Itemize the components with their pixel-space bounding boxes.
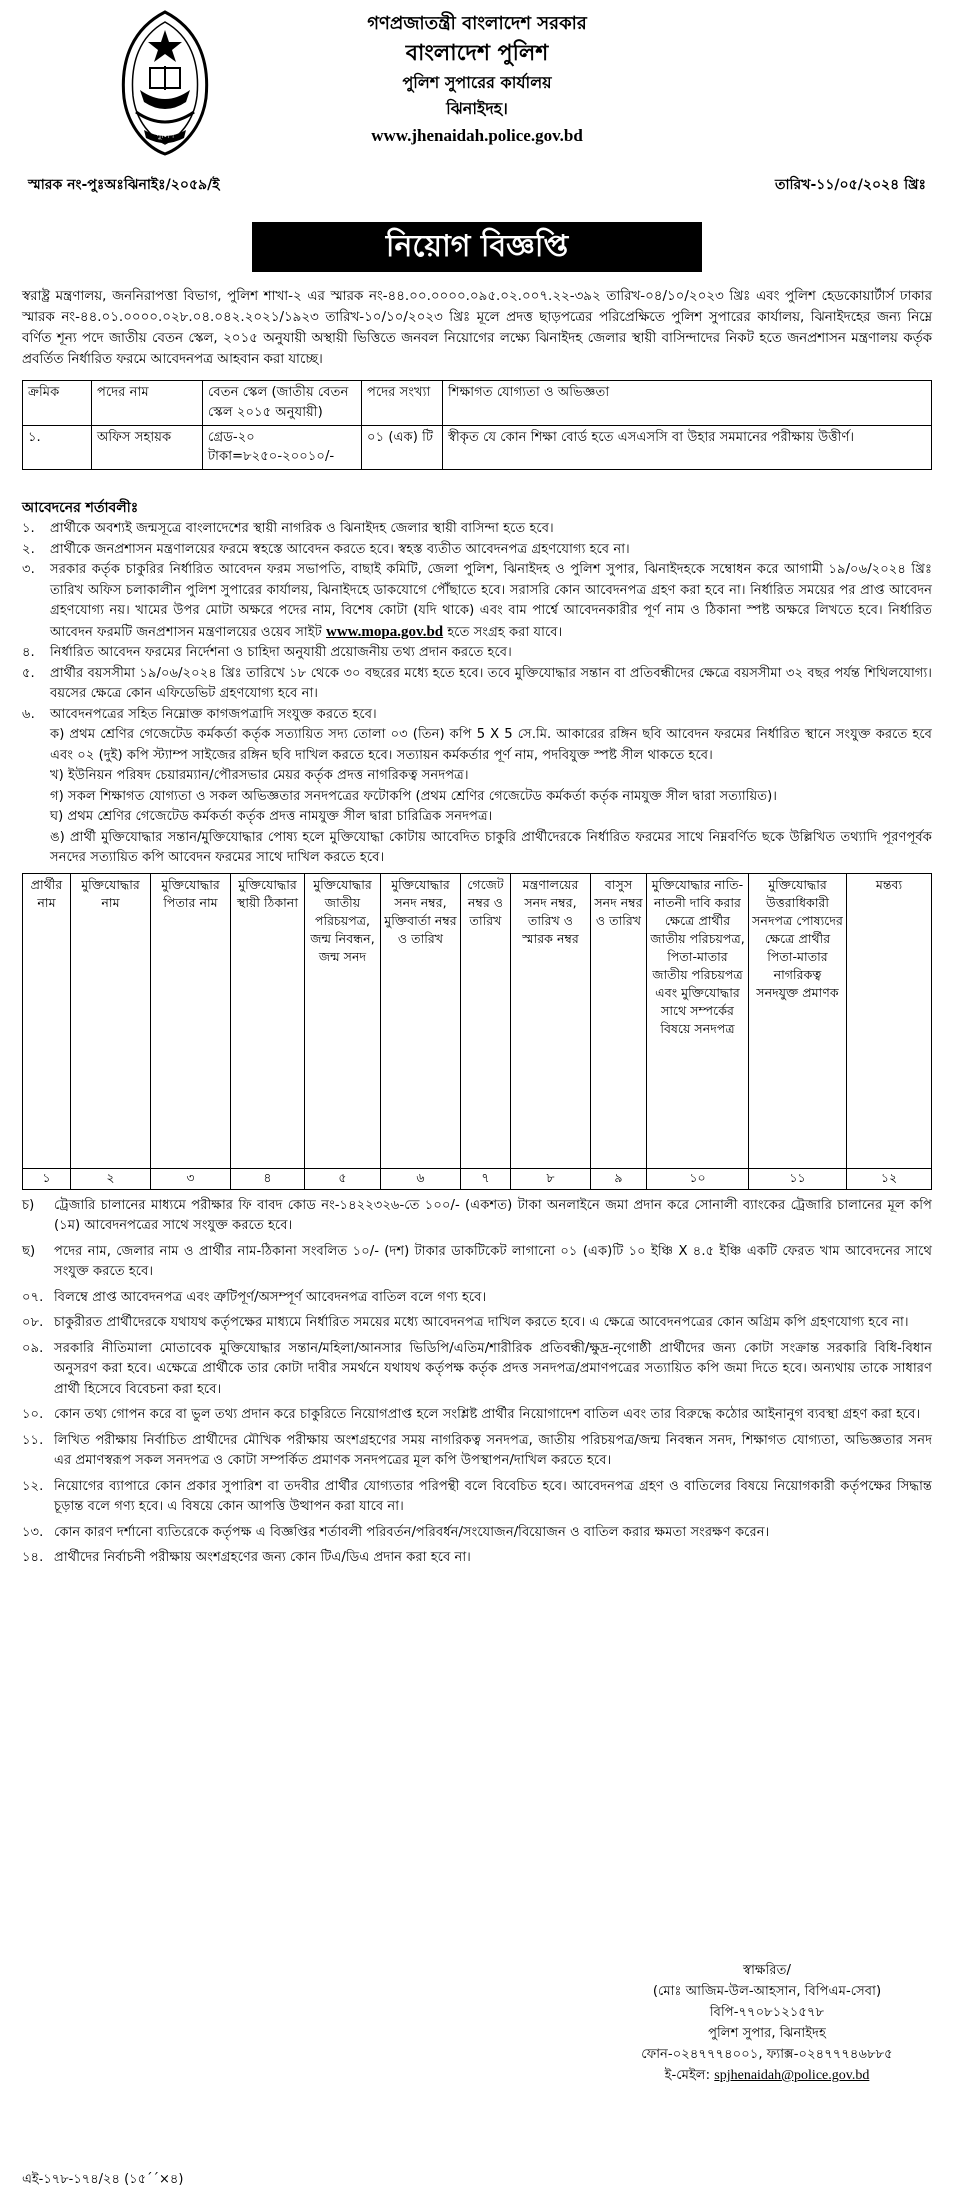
svg-text:পুলিশ: পুলিশ (155, 131, 175, 140)
further-conditions (22, 1196, 932, 1569)
ff-table-header (23, 873, 932, 1168)
sub-item: ঙ) প্রার্থী মুক্তিযোদ্ধার সন্তান/মুক্তিযোদ্ধার পোষ্য হলে মুক্তিযোদ্ধা কোটায় আবেদিত চাকুরি প্রার্থীদেরকে নির্ধারিত ফরমের সাথে নিম্নবর্ণিত ছকে উল্লিখিত তথ্যাদি পূরণপূর্বক সনদের সত্যায়িত কপি আবেদন ফরমের সাথে দাখিল করতে হবে। (50, 829, 932, 866)
email-link[interactable]: spjhenaidah@police.gov.bd (714, 2068, 870, 2083)
notice-date: তারিখ-১১/০৫/২০২৪ খ্রিঃ (774, 177, 926, 193)
list-item: ৪. নির্ধারিত আবেদন ফরমের নির্দেশনা ও চাহিদা অনুযায়ী প্রয়োজনীয় তথ্য প্রদান করতে হবে। (22, 645, 512, 661)
ff-col: মন্তব্য (847, 873, 932, 1168)
gov-name: গণপ্রজাতন্ত্রী বাংলাদেশ সরকার (367, 13, 587, 34)
signatory-bp: বিপি-৭৭০৮১২১৫৭৮ (709, 2005, 825, 2020)
website-link[interactable]: www.jhenaidah.police.gov.bd (371, 126, 583, 145)
col-serial: ক্রমিক (23, 381, 92, 426)
list-item: ১০. কোন তথ্য গোপন করে বা ভুল তথ্য প্রদান করে চাকুরিতে নিয়োগপ্রাপ্ত হলে সংশ্লিষ্ট প্রার্থীর নিয়োগাদেশ বাতিল এবং তার বিরুদ্ধে কঠোর আইনানুগ ব্যবস্থা গ্রহণ করা হবে। (22, 1407, 921, 1423)
ff-col: মুক্তিযোদ্ধার সনদ নম্বর, মুক্তিবার্তা নম্বর ও তারিখ (381, 873, 461, 1168)
signatory-name: (মোঃ আজিম-উল-আহসান, বিপিএম-সেবা) (652, 1984, 882, 1999)
list-item: ৬. আবেদনপত্রের সহিত নিম্নোক্ত কাগজপত্রাদি সংযুক্ত করতে হবে। (22, 706, 377, 722)
col-pay-scale: বেতন স্কেল (জাতীয় বেতন স্কেল ২০১৫ অনুযায়ী) (203, 381, 362, 426)
sub-item: গ) সকল শিক্ষাগত যোগ্যতা ও সকল অভিজ্ঞতার সনদপত্রের ফটোকপি (প্রথম শ্রেণির গেজেটেড কর্মকর্তা কর্তৃক নামযুক্ত সীল দ্বারা সত্যায়িত)। (50, 788, 778, 804)
ff-num: ৪ (231, 1168, 305, 1189)
list-item: ১২. নিয়োগের ব্যাপারে কোন প্রকার সুপারিশ বা তদবীর প্রার্থীর যোগ্যতার পরিপন্থী বলে বিবেচিত হবে। আবেদনপত্র গ্রহণ ও বাতিলের বিষয়ে নিয়োগকারী কর্তৃপক্ষের সিদ্ধান্ত চূড়ান্ত বলে গণ্য হবে। এ বিষয়ে কোন আপত্তি উত্থাপন করা যাবে না। (22, 1478, 932, 1515)
col-post-count: পদের সংখ্যা (362, 381, 443, 426)
ff-col: মুক্তিযোদ্ধার উত্তরাধিকারী সনদপত্র পোষ্যদের ক্ষেত্রে প্রার্থীর পিতা-মাতার নাগরিকত্ব সনদযুক্ত প্রমাণক (749, 873, 847, 1168)
ff-num: ১১ (749, 1168, 847, 1189)
ff-num: ৯ (591, 1168, 647, 1189)
list-item: ছ) পদের নাম, জেলার নাম ও প্রার্থীর নাম-ঠিকানা সংবলিত ১০/- (দশ) টাকার ডাকটিকেট লাগানো ০১ (এক)টি ১০ ইঞ্চি X ৪.৫ ইঞ্চি একটি ফেরত খাম আবেদনের সাথে সংযুক্ত করতে হবে। (22, 1243, 932, 1280)
ff-col: মুক্তিযোদ্ধার নাম (71, 873, 151, 1168)
list-item: ১১. লিখিত পরীক্ষায় নির্বাচিত প্রার্থীদের মৌখিক পরীক্ষায় অংশগ্রহণের সময় নাগরিকত্ব সনদপত্র, জাতীয় পরিচয়পত্র/জন্ম নিবন্ধন সনদ, শিক্ষাগত যোগ্যতা, অভিজ্ঞতার সনদ এর প্রমাণস্বরূপ সকল সনদপত্র ও কোটা সম্পর্কিত প্রমাণক সনদপত্রের মূল কপি উপস্থাপন/দাখিল করতে হবে। (22, 1432, 932, 1469)
intro-paragraph: স্বরাষ্ট্র মন্ত্রণালয়, জননিরাপত্তা বিভাগ, পুলিশ শাখা-২ এর স্মারক নং-৪৪.০০.০০০০.০৯৫.০২.০০৭.২২-৩৯২ তারিখ-০৪/১০/২০২৩ খ্রিঃ এবং পুলিশ হেডকোয়ার্টার্স ঢাকার স্মারক নং-৪৪.০১.০০০০.০২৮.০৪.০৪২.২০২১/১৯২৩ তারিখ-১০/১০/২০২৩ খ্রিঃ মূলে প্রদত্ত ছাড়পত্রের পরিপ্রেক্ষিতে পুলিশ সুপারের কার্যালয়, ঝিনাইদহের জন্য নিম্নে বর্ণিত শূন্য পদে জাতীয় বেতন স্কেল, ২০১৫ অনুযায়ী অস্থায়ী ভিত্তিতে জনবল নিয়োগের লক্ষ্যে ঝিনাইদহ জেলার স্থায়ী বাসিন্দাদের নিকট হতে জনপ্রশাসন মন্ত্রণালয় কর্তৃক প্রবর্তিত নির্ধারিত ফরমে আবেদনপত্র আহবান করা যাচ্ছে। (22, 289, 932, 367)
ff-num: ১০ (647, 1168, 749, 1189)
list-item: ০৮. চাকুরীরত প্রার্থীদেরকে যথাযথ কর্তৃপক্ষের মাধ্যমে নির্ধারিত সময়ের মধ্যে আবেদনপত্র দাখিল করতে হবে। এ ক্ষেত্রে আবেদনপত্রের কোন অগ্রিম কপি গ্রহণযোগ্য হবে না। (22, 1315, 909, 1331)
memo-number: স্মারক নং-পুঃঅঃঝিনাইঃ/২০৫৯/ই (28, 177, 220, 193)
post-table-header (23, 381, 932, 426)
ff-col: গেজেট নম্বর ও তারিখ (461, 873, 511, 1168)
ff-num: ৮ (511, 1168, 591, 1189)
ff-num: ৭ (461, 1168, 511, 1189)
cell-post-count: ০১ (এক) টি (362, 425, 443, 470)
cell-serial: ১. (23, 425, 92, 470)
ff-num: ৬ (381, 1168, 461, 1189)
sub-item: ঘ) প্রথম শ্রেণির গেজেটেড কর্মকর্তা কর্তৃক প্রদত্ত নামযুক্ত সীল দ্বারা চারিত্রিক সনদপত্র। (50, 809, 493, 825)
ff-num: ১ (23, 1168, 71, 1189)
ff-num: ৩ (151, 1168, 231, 1189)
cell-qualification: স্বীকৃত যে কোন শিক্ষা বোর্ড হতে এসএসসি বা উহার সমমানের পরীক্ষায় উত্তীর্ণ। (443, 425, 932, 470)
letterhead (22, 0, 932, 200)
signed-label: স্বাক্ষরিত/ (743, 1963, 791, 1978)
print-code: এই-১৭৮-১৭৪/২৪ (১৫´´×৪) (22, 2172, 184, 2187)
signatory-phone: ফোন-০২৪৭৭৭৪০০১, ফ্যাক্স-০২৪৭৭৭৪৬৮৮৫ (641, 2047, 893, 2062)
list-item: ১. প্রার্থীকে অবশ্যই জন্মসূত্রে বাংলাদেশের স্থায়ী নাগরিক ও ঝিনাইদহ জেলার স্থায়ী বাসিন্দা হতে হবে। (22, 521, 554, 537)
list-item: ১৪. প্রার্থীদের নির্বাচনী পরীক্ষায় অংশগ্রহণের জন্য কোন টিএ/ডিএ প্রদান করা হবে না। (22, 1550, 471, 1566)
ff-col: প্রার্থীর নাম (23, 873, 71, 1168)
list-item: ০৭. বিলম্বে প্রাপ্ত আবেদনপত্র এবং ত্রুটিপূর্ণ/অসম্পূর্ণ আবেদনপত্র বাতিল বলে গণ্য হবে। (22, 1289, 487, 1305)
cell-post-name: অফিস সহায়ক (92, 425, 203, 470)
signatory-email-line: ই-মেইল: spjhenaidah@police.gov.bd (664, 2068, 870, 2083)
sub-item: খ) ইউনিয়ন পরিষদ চেয়ারম্যান/পৌরসভার মেয়র কর্তৃক প্রদত্ত নাগরিকত্ব সনদপত্র। (50, 768, 469, 784)
sub-item: ক) প্রথম শ্রেণির গেজেটেড কর্মকর্তা কর্তৃক সত্যায়িত সদ্য তোলা ০৩ (তিন) কপি 5 X 5 সে.মি. আকারের রঙ্গিন ছবি আবেদন ফরমের নির্ধারিত স্থানে সংযুক্ত করতে হবে এবং ০২ (দুই) কপি স্ট্যাম্প সাইজের রঙ্গিন ছবি দাখিল করতে হবে। সত্যায়ন কর্মকর্তার পূর্ণ নাম, পদবিযুক্ত স্পষ্ট সীল থাকতে হবে। (50, 727, 932, 763)
signatory-designation: পুলিশ সুপার, ঝিনাইদহ (708, 2026, 826, 2041)
org-name: বাংলাদেশ পুলিশ (405, 41, 549, 66)
district-name: ঝিনাইদহ। (446, 99, 508, 118)
signature-block (602, 1960, 932, 2086)
ff-col: মুক্তিযোদ্ধার স্থায়ী ঠিকানা (231, 873, 305, 1168)
list-item: ৫. প্রার্থীর বয়সসীমা ১৯/০৬/২০২৪ খ্রিঃ তারিখে ১৮ থেকে ৩০ বছরের মধ্যে হতে হবে। তবে মুক্তিযোদ্ধার সন্তান বা প্রতিবন্ধীদের ক্ষেত্রে বয়সসীমা ৩২ বছর পর্যন্ত শিথিলযোগ্য। বয়সের ক্ষেত্রে কোন এফিডেভিট গ্রহণযোগ্য হবে না। (22, 665, 932, 702)
ff-col: মুক্তিযোদ্ধার জাতীয় পরিচয়পত্র, জন্ম নিবন্ধন, জন্ম সনদ (305, 873, 381, 1168)
ff-table-numbers (23, 1168, 932, 1189)
ff-col: মুক্তিযোদ্ধার পিতার নাম (151, 873, 231, 1168)
notice-title: নিয়োগ বিজ্ঞপ্তি (252, 222, 702, 272)
ff-num: ২ (71, 1168, 151, 1189)
ff-num: ১২ (847, 1168, 932, 1189)
ff-col: মুক্তিযোদ্ধার নাতি-নাতনী দাবি করার ক্ষেত্রে প্রার্থীর জাতীয় পরিচয়পত্র, পিতা-মাতার জাতীয় পরিচয়পত্র এবং মুক্তিযোদ্ধার সাথে সম্পর্কের বিষয়ে সনদপত্র (647, 873, 749, 1168)
office-name: পুলিশ সুপারের কার্যালয় (402, 73, 552, 92)
ff-num: ৫ (305, 1168, 381, 1189)
ff-col: বাসুস সনদ নম্বর ও তারিখ (591, 873, 647, 1168)
freedom-fighter-table (22, 873, 932, 1190)
list-item: ০৯. সরকারি নীতিমালা মোতাবেক মুক্তিযোদ্ধার সন্তান/মহিলা/আনসার ভিডিপি/এতিম/শারীরিক প্রতিবন্ধী/ক্ষুদ্র-নৃগোষ্ঠী প্রার্থীদের জন্য কোটা সংক্রান্ত সরকারি বিধি-বিধান অনুসরণ করা হবে। এক্ষেত্রে প্রার্থীকে তার কোটা দাবীর সমর্থনে যথাযথ কর্তৃপক্ষ কর্তৃক প্রদত্ত সনদপত্র/প্রমাণপত্রের সত্যায়িত কপি জমা দিতে হবে। অন্যথায় তাকে সাধারণ প্রার্থী হিসেবে বিবেচনা করা হবে। (22, 1340, 932, 1397)
mopa-link[interactable]: www.mopa.gov.bd (326, 623, 444, 640)
list-item: ৩. সরকার কর্তৃক চাকুরির নির্ধারিত আবেদন ফরম সভাপতি, বাছাই কমিটি, জেলা পুলিশ, ঝিনাইদহ ও পুলিশ সুপার, ঝিনাইদহকে সম্বোধন করে আগামী ১৯/০৬/২০২৪ খ্রিঃ তারিখ অফিস চলাকালীন পুলিশ সুপারের কার্যালয়, ঝিনাইদহে ডাকযোগে পৌঁছাতে হবে। সরাসরি কোন আবেদনপত্র গ্রহণ করা হবে না। নির্ধারিত সময়ের পর প্রাপ্ত আবেদন গ্রহণযোগ্য নয়। খামের উপর মোটা অক্ষরে পদের নাম, বিশেষ কোটা (যদি থাকে) এবং বাম পার্শ্বে আবেদনকারীর পূর্ণ নাম ও ঠিকানা স্পষ্ট অক্ষরে লিখতে হবে। নির্ধারিত আবেদন ফরমটি জনপ্রশাসন মন্ত্রণালয়ের ওয়েব সাইট www.mopa.gov.bd হতে সংগ্রহ করা যাবে। (22, 562, 932, 640)
list-item: চ) ট্রেজারি চালানের মাধ্যমে পরীক্ষার ফি বাবদ কোড নং-১৪২২৩২৬-তে ১০০/- (একশত) টাকা অনলাইনে জমা প্রদান করে সোনালী ব্যাংকের ট্রেজারি চালানের মূল কপি (১ম) আবেদনপত্রের সাথে সংযুক্ত করতে হবে। (22, 1197, 932, 1234)
post-table (22, 380, 932, 470)
cell-pay-scale: গ্রেড-২০ টাকা=৮২৫০-২০০১০/- (203, 425, 362, 470)
conditions-heading: আবেদনের শর্তাবলীঃ (22, 500, 139, 517)
list-item: ২. প্রার্থীকে জনপ্রশাসন মন্ত্রণালয়ের ফরমে স্বহস্তে আবেদন করতে হবে। স্বহস্ত ব্যতীত আবেদনপত্র গ্রহণযোগ্য হবে না। (22, 541, 630, 557)
col-post-name: পদের নাম (92, 381, 203, 426)
table-row (23, 425, 932, 470)
ff-col: মন্ত্রণালয়ের সনদ নম্বর, তারিখ ও স্মারক নম্বর (511, 873, 591, 1168)
conditions-list (22, 519, 932, 869)
list-item: ১৩. কোন কারণ দর্শানো ব্যতিরেকে কর্তৃপক্ষ এ বিজ্ঞপ্তির শর্তাবলী পরিবর্তন/পরিবর্ধন/সংযোজন/বিয়োজন ও বাতিল করার ক্ষমতা সংরক্ষণ করেন। (22, 1524, 770, 1540)
col-qualification: শিক্ষাগত যোগ্যতা ও অভিজ্ঞতা (443, 381, 932, 426)
